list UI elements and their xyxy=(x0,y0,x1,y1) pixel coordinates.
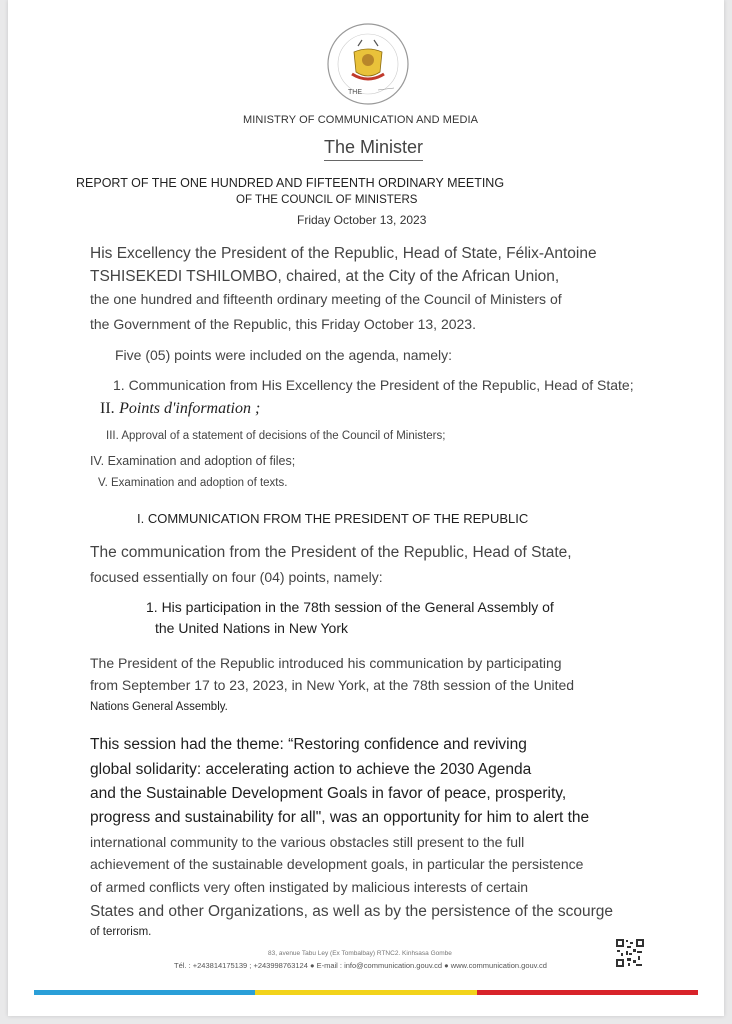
footer-address: 83, avenue Tabu Ley (Ex Tombalbay) RTNC2. Kinhsasa Gombe xyxy=(268,950,452,957)
minister-title: The Minister xyxy=(324,137,423,161)
intro-line: the Government of the Republic, this Friday October 13, 2023. xyxy=(90,316,476,332)
agenda-intro: Five (05) points were included on the agenda, namely: xyxy=(115,347,452,363)
intro-line: His Excellency the President of the Republic, Head of State, Félix-Antoine xyxy=(90,245,597,262)
paragraph-line: from September 17 to 23, 2023, in New York, at the 78th session of the United xyxy=(90,677,575,693)
agenda-item-label: Points d'information ; xyxy=(119,400,261,417)
report-title-line-2: OF THE COUNCIL OF MINISTERS xyxy=(236,194,418,206)
section-heading: I. COMMUNICATION FROM THE PRESIDENT OF THE REPUBLIC xyxy=(137,511,529,526)
intro-line: the one hundred and fifteenth ordinary meeting of the Council of Ministers of xyxy=(90,291,562,307)
section-intro-line: focused essentially on four (04) points, namely: xyxy=(90,569,383,585)
intro-line: TSHISEKEDI TSHILOMBO, chaired, at the City of the African Union, xyxy=(90,268,560,285)
qr-code-icon xyxy=(615,938,645,968)
point-heading-line: the United Nations in New York xyxy=(155,620,348,636)
agenda-item: V. Examination and adoption of texts. xyxy=(98,477,288,489)
coat-of-arms-seal-icon xyxy=(322,22,414,106)
flag-stripe-yellow xyxy=(255,990,476,995)
report-date: Friday October 13, 2023 xyxy=(297,213,427,227)
agenda-item-number: II. xyxy=(100,400,115,417)
paragraph-line: and the Sustainable Development Goals in favor of peace, prosperity, xyxy=(90,785,567,802)
agenda-item: IV. Examination and adoption of files; xyxy=(90,454,296,468)
flag-stripe-red xyxy=(477,990,698,995)
ministry-name: MINISTRY OF COMMUNICATION AND MEDIA xyxy=(243,114,479,126)
paragraph-line: achievement of the sustainable development goals, in particular the persistence xyxy=(90,856,584,872)
report-title-line-1: REPORT OF THE ONE HUNDRED AND FIFTEENTH ORDINARY MEETING xyxy=(76,176,505,190)
paragraph-line: The President of the Republic introduced his communication by participating xyxy=(90,655,562,671)
paragraph-line: global solidarity: accelerating action to achieve the 2030 Agenda xyxy=(90,761,532,778)
paragraph-line: of terrorism. xyxy=(90,926,152,938)
flag-color-bar xyxy=(34,990,698,995)
paragraph-line: States and other Organizations, as well as by the persistence of the scourge xyxy=(90,903,613,920)
document-page xyxy=(8,0,724,1016)
agenda-item: 1. Communication from His Excellency the President of the Republic, Head of State; xyxy=(113,377,634,393)
paragraph-line: This session had the theme: “Restoring confidence and reviving xyxy=(90,736,527,753)
point-heading-line: 1. His participation in the 78th session of the General Assembly of xyxy=(146,599,554,615)
paragraph-line: Nations General Assembly. xyxy=(90,701,228,713)
svg-text:THE: THE xyxy=(348,89,362,96)
paragraph-line: progress and sustainability for all", was an opportunity for him to alert the xyxy=(90,809,590,826)
footer-contact: Tél. : +243814175139 ; +243998763124 ● E-mail : info@communication.gouv.cd ● www.communication.gouv.cd xyxy=(174,961,547,970)
paragraph-line: international community to the various obstacles still present to the full xyxy=(90,834,525,850)
paragraph-line: of armed conflicts very often instigated by malicious interests of certain xyxy=(90,879,529,895)
flag-stripe-blue xyxy=(34,990,255,995)
agenda-item xyxy=(100,400,260,418)
agenda-item: III. Approval of a statement of decisions of the Council of Ministers; xyxy=(106,430,446,442)
section-intro-line: The communication from the President of the Republic, Head of State, xyxy=(90,544,572,561)
